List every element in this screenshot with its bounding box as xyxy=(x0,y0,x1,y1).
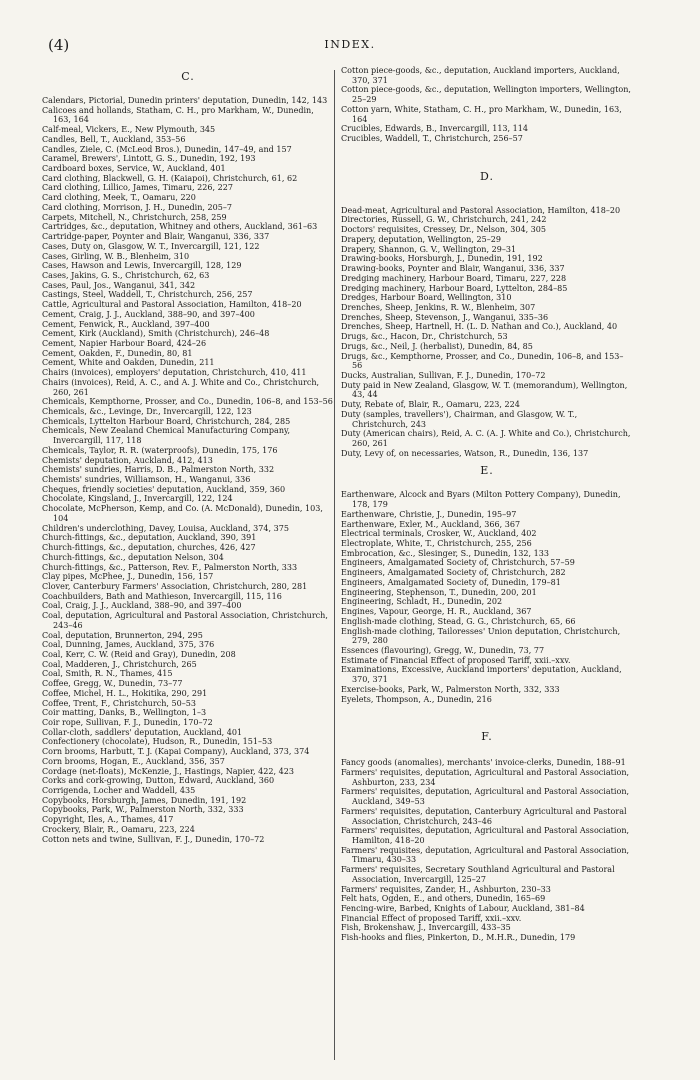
index-entry: Coachbuilders, Bath and Mathieson, Invercargill, 115, 116 xyxy=(42,591,282,601)
index-entry: Cardboard boxes, Service, W., Auckland, 401 xyxy=(42,164,226,174)
index-entry: Coal, Dunning, James, Auckland, 375, 376 xyxy=(42,640,215,650)
index-entry: Coal, Kerr, C. W. (Reid and Gray), Dunedin, 208 xyxy=(42,649,236,659)
index-entry: Cement, White and Oakden, Dunedin, 211 xyxy=(42,358,215,368)
index-entry: Farmers' requisites, Secretary Southland Agricultural and Pastoral Association, Invercargill, 125–27 xyxy=(341,865,615,884)
index-entry: Chemists' sundries, Williamson, H., Wanganui, 336 xyxy=(42,475,251,485)
index-entry: Dredges, Harbour Board, Wellington, 310 xyxy=(341,293,512,303)
index-entry: Duty, Levy of, on necessaries, Watson, R., Dunedin, 136, 137 xyxy=(341,448,589,458)
index-entry: Duty (American chairs), Reid, A. C. (A. J. White and Co.), Christchurch, 260, 261 xyxy=(341,429,631,448)
index-entry: Chairs (invoices), employers' deputation, Christchurch, 410, 411 xyxy=(42,368,307,378)
index-entry: Cotton yarn, White, Statham, C. H., pro Markham, W., Dunedin, 163, 164 xyxy=(341,104,622,124)
index-entry: Drugs, &c., Kempthorne, Prosser, and Co., Dunedin, 106–8, and 153–56 xyxy=(341,351,624,371)
index-entry: Chemicals, &c., Levinge, Dr., Invercargill, 122, 123 xyxy=(42,407,252,416)
index-entry: Felt hats, Ogden, E., and others, Dunedin, 165–69 xyxy=(341,894,546,904)
index-entry: Crucibles, Edwards, B., Invercargill, 113, 114 xyxy=(341,124,529,134)
index-entry: Earthenware, Christie, J., Dunedin, 195–97 xyxy=(341,509,517,519)
index-entry: Chairs (invoices), Reid, A. C., and A. J. White and Co., Christchurch, 260, 261 xyxy=(42,377,320,397)
index-entry: Crockery, Blair, R., Oamaru, 223, 224 xyxy=(42,824,195,834)
index-entry: Corks and cork-growing, Dutton, Edward, Auckland, 360 xyxy=(42,776,275,786)
index-entry: Cement, Craig, J. J., Auckland, 388–90, and 397–400 xyxy=(42,309,255,319)
index-entry: Church-fittings, &c., deputation, churches, 426, 427 xyxy=(42,543,256,553)
index-entry: Drenches, Sheep, Jenkins, R. W., Blenheim, 307 xyxy=(341,302,536,312)
index-entry: Fancy goods (anomalies), merchants' invoice-clerks, Dunedin, 188–91 xyxy=(341,758,626,768)
index-entry: Chemicals, Taylor, R. R. (waterproofs), Dunedin, 175, 176 xyxy=(42,445,278,455)
index-entry: Calendars, Pictorial, Dunedin printers' deputation, Dunedin, 142, 143 xyxy=(42,96,328,105)
index-entry: Drapery, Shannon, G. V., Wellington, 29–31 xyxy=(341,244,517,254)
index-entry: Eyelets, Thompson, A., Dunedin, 216 xyxy=(341,694,492,704)
index-entry: Chemicals, Lyttelton Harbour Board, Christchurch, 284, 285 xyxy=(42,416,291,426)
index-entry: Candles, Bell, T., Auckland, 353–56 xyxy=(42,134,186,144)
section-heading: D. xyxy=(480,169,494,183)
right-column xyxy=(341,66,633,943)
section-spacer xyxy=(42,84,334,96)
page-header xyxy=(48,36,652,56)
index-entry: Cement, Kirk (Auckland), Smith (Christchurch), 246–48 xyxy=(42,329,270,339)
index-entry: Dead-meat, Agricultural and Pastoral Association, Hamilton, 418–20 xyxy=(341,205,621,215)
index-entry: English-made clothing, Tailoresses' Union deputation, Christchurch, 279, 280 xyxy=(341,626,621,646)
index-entry: Duty, Rebate of, Blair, R., Oamaru, 223, 224 xyxy=(341,400,520,410)
index-entry: Farmers' requisites, deputation, Agricultural and Pastoral Association, Ashburton, 233, 234 xyxy=(341,767,630,787)
index-entry: Chocolate, McPherson, Kemp, and Co. (A. McDonald), Dunedin, 103, 104 xyxy=(42,504,323,523)
index-entry: Copybooks, Horsburgh, James, Dunedin, 191, 192 xyxy=(42,795,247,805)
index-entry: Chemists' sundries, Harris, D. B., Palmerston North, 332 xyxy=(42,465,275,475)
index-entry: Caramel, Brewers', Lintott, G. S., Dunedin, 192, 193 xyxy=(42,154,256,164)
index-entry: Engineering, Stephenson, T., Dunedin, 200, 201 xyxy=(341,587,537,597)
index-entry: Estimate of Financial Effect of proposed Tariff, xxii.–xxv. xyxy=(341,655,571,665)
column-divider xyxy=(334,70,335,1060)
index-entry: Cartridges, &c., deputation, Whitney and others, Auckland, 361–63 xyxy=(42,222,318,232)
index-entry: Cotton piece-goods, &c., deputation, Wellington importers, Wellington, 25–29 xyxy=(341,85,631,105)
index-entry: Clay pipes, McPhee, J., Dunedin, 156, 157 xyxy=(42,572,214,582)
section-spacer xyxy=(341,704,633,730)
index-entry: Corrigenda, Locher and Waddell, 435 xyxy=(42,786,196,796)
index-entry: Directories, Russell, G. W., Christchurch, 241, 242 xyxy=(341,215,547,225)
index-entry: Drawing-books, Poynter and Blair, Wanganui, 336, 337 xyxy=(341,264,565,274)
index-entry: Coal, Madderen, J., Christchurch, 265 xyxy=(42,659,197,669)
index-entry: Church-fittings, &c., Patterson, Rev. F., Palmerston North, 333 xyxy=(42,562,298,572)
index-entry: Candles, Ziele, C. (McLeod Bros.), Dunedin, 147–49, and 157 xyxy=(42,144,292,154)
section-spacer xyxy=(341,744,633,758)
index-entry: Dredging machinery, Harbour Board, Timaru, 227, 228 xyxy=(341,273,567,283)
index-entry: Examinations, Excessive, Auckland importers' deputation, Auckland, 370, 371 xyxy=(341,665,622,685)
index-entry: Drugs, &c., Neil, J. (herbalist), Dunedin, 84, 85 xyxy=(341,341,533,351)
index-entry: Card clothing, Morrison, J. H., Dunedin, 205–7 xyxy=(42,202,233,212)
index-entry: Cases, Paul, Jos., Wanganui, 341, 342 xyxy=(42,280,196,290)
index-entry: Clover, Canterbury Farmers' Association, Christchurch, 280, 281 xyxy=(42,581,308,591)
index-entry: Doctors' requisites, Cressey, Dr., Nelson, 304, 305 xyxy=(341,225,547,235)
index-entry: Farmers' requisites, Zander, H., Ashburton, 230–33 xyxy=(341,884,551,894)
index-entry: Carpets, Mitchell, N., Christchurch, 258, 259 xyxy=(42,212,227,222)
section-spacer xyxy=(341,184,633,206)
index-entry: Cattle, Agricultural and Pastoral Association, Hamilton, 418–20 xyxy=(42,300,302,310)
section-spacer xyxy=(341,144,633,170)
index-entry: Engineers, Amalgamated Society of, Dunedin, 179–81 xyxy=(341,577,561,587)
index-entry: Cement, Napier Harbour Board, 424–26 xyxy=(42,338,207,348)
index-entry: Fish, Brokenshaw, J., Invercargill, 433–35 xyxy=(341,923,511,933)
index-entry: Dredging machinery, Harbour Board, Lyttelton, 284–85 xyxy=(341,283,568,293)
section-heading: C. xyxy=(181,70,195,83)
index-entry: Collar-cloth, saddlers' deputation, Auckland, 401 xyxy=(42,727,243,737)
section-spacer xyxy=(341,478,633,490)
index-entry: English-made clothing, Stead, G. G., Christchurch, 65, 66 xyxy=(341,616,576,626)
index-entry: Card clothing, Blackwell, G. H. (Kaiapoi), Christchurch, 61, 62 xyxy=(42,173,298,183)
index-entry: Coal, Smith, R. N., Thames, 415 xyxy=(42,669,173,679)
index-entry: Drawing-books, Horsburgh, J., Dunedin, 191, 192 xyxy=(341,254,543,264)
index-entry: Chemists' deputation, Auckland, 412, 413 xyxy=(42,455,213,465)
index-entry: Cheques, friendly societies' deputation, Auckland, 359, 360 xyxy=(42,484,286,494)
index-entry: Farmers' requisites, deputation, Agricultural and Pastoral Association, Hamilton, 418–20 xyxy=(341,826,630,845)
index-entry: Duty (samples, travellers'), Chairman, and Glasgow, W. T., Christchurch, 243 xyxy=(341,409,578,429)
index-entry: Engineers, Amalgamated Society of, Christchurch, 57–59 xyxy=(341,558,575,568)
index-entry: Coir rope, Sullivan, F. J., Dunedin, 170–72 xyxy=(42,718,213,727)
page-number: (4) xyxy=(48,36,70,54)
index-entry: Drapery, deputation, Wellington, 25–29 xyxy=(341,234,501,244)
index-entry: Ducks, Australian, Sullivan, F. J., Dunedin, 170–72 xyxy=(341,370,546,380)
index-entry: Cases, Hawson and Lewis, Invercargill, 128, 129 xyxy=(42,261,242,271)
index-entry: Cases, Jakins, G. S., Christchurch, 62, 63 xyxy=(42,270,210,280)
index-entry: Cases, Girling, W. B., Blenheim, 310 xyxy=(42,251,190,261)
index-entry: Engineers, Amalgamated Society of, Christchurch, 282 xyxy=(341,568,566,578)
index-entry: Farmers' requisites, deputation, Agricultural and Pastoral Association, Timaru, 430–33 xyxy=(341,845,630,865)
index-entry: Fish-hooks and flies, Pinkerton, D., M.H.R., Dunedin, 179 xyxy=(341,933,576,943)
index-entry: Cement, Oakden, F., Dunedin, 80, 81 xyxy=(42,348,193,358)
index-entry: Cotton piece-goods, &c., deputation, Auckland importers, Auckland, 370, 371 xyxy=(341,66,620,85)
index-entry: Children's underclothing, Davey, Louisa, Auckland, 374, 375 xyxy=(42,523,289,533)
index-entry: Drugs, &c., Hacon, Dr., Christchurch, 53 xyxy=(341,332,508,342)
index-entry: Fencing-wire, Barbed, Knights of Labour, Auckland, 381–84 xyxy=(341,904,585,914)
index-entry: Cases, Duty on, Glasgow, W. T., Invercargill, 121, 122 xyxy=(42,241,260,251)
index-entry: Crucibles, Waddell, T., Christchurch, 256–57 xyxy=(341,134,523,144)
index-entry: Cartridge-paper, Poynter and Blair, Wanganui, 336, 337 xyxy=(42,232,270,242)
page-title: INDEX. xyxy=(324,38,376,51)
index-entry: Coal, deputation, Brunnerton, 294, 295 xyxy=(42,630,203,640)
index-entry: Duty paid in New Zealand, Glasgow, W. T. (memorandum), Wellington, 43, 44 xyxy=(341,380,628,400)
index-entry: Farmers' requisites, deputation, Agricultural and Pastoral Association, Auckland, 349–53 xyxy=(341,787,630,807)
left-column xyxy=(42,66,334,844)
index-entry: Coir matting, Danks, B., Wellington, 1–3 xyxy=(42,708,207,718)
index-entry: Corn brooms, Harbutt, T. J. (Kapai Company), Auckland, 373, 374 xyxy=(42,747,310,757)
index-entry: Church-fittings, &c., deputation, Auckland, 390, 391 xyxy=(42,533,257,543)
index-entry: Drenches, Sheep, Stevenson, J., Wanganui, 335–36 xyxy=(341,312,549,322)
index-entry: Coal, deputation, Agricultural and Pastoral Association, Christchurch, 243–46 xyxy=(42,611,328,630)
index-entry: Cement, Fenwick, R., Auckland, 397–400 xyxy=(42,319,210,329)
index-entry: Electroplate, White, T., Christchurch, 255, 256 xyxy=(341,539,532,549)
index-entry: Essences (flavouring), Gregg, W., Dunedin, 73, 77 xyxy=(341,645,545,655)
index-entry: Copyright, Iles, A., Thames, 417 xyxy=(42,815,174,825)
index-entry: Financial Effect of proposed Tariff, xxii.–xxv. xyxy=(341,913,522,923)
index-entry: Calf-meal, Vickers, E., New Plymouth, 345 xyxy=(42,125,216,135)
index-entry: Engines, Vapour, George, H. R., Auckland, 367 xyxy=(341,607,532,617)
index-entry: Coal, Craig, J. J., Auckland, 388–90, and 397–400 xyxy=(42,601,242,611)
index-entry: Exercise-books, Park, W., Palmerston North, 332, 333 xyxy=(341,684,560,694)
index-entry: Corn brooms, Hogan, E., Auckland, 356, 357 xyxy=(42,756,225,766)
index-entry: Electrical terminals, Crosker, W., Auckland, 402 xyxy=(341,529,537,539)
index-entry: Castings, Steel, Waddell, T., Christchurch, 256, 257 xyxy=(42,290,253,300)
index-entry: Calicoes and hollands, Statham, C. H., pro Markham, W., Dunedin, 163, 164 xyxy=(42,105,314,125)
index-entry: Embrocation, &c., Slesinger, S., Dunedin, 132, 133 xyxy=(341,548,550,558)
index-entry: Chemicals, Kempthorne, Prosser, and Co., Dunedin, 106–8, and 153–56 xyxy=(42,397,333,407)
section-heading: E. xyxy=(480,464,494,478)
index-entry: Earthenware, Exler, M., Auckland, 366, 367 xyxy=(341,519,521,529)
section-heading: F. xyxy=(481,730,493,744)
index-entry: Church-fittings, &c., deputation Nelson, 304 xyxy=(42,552,224,562)
index-entry: Chocolate, Kingsland, J., Invercargill, 122, 124 xyxy=(42,494,233,504)
index-entry: Earthenware, Alcock and Byars (Milton Pottery Company), Dunedin, 178, 179 xyxy=(341,490,621,510)
index-entry: Card clothing, Lillico, James, Timaru, 226, 227 xyxy=(42,183,233,193)
index-entry: Confectionery (chocolate), Hudson, R., Dunedin, 151–53 xyxy=(42,737,273,747)
index-entry: Engineering, Schladt, H., Dunedin, 202 xyxy=(341,597,503,607)
index-entry: Farmers' requisites, deputation, Canterbury Agricultural and Pastoral Association, Christchurch, 243–46 xyxy=(341,806,627,826)
index-entry: Copybooks, Park, W., Palmerston North, 332, 333 xyxy=(42,805,244,815)
index-entry: Card clothing, Meek, T., Oamaru, 220 xyxy=(42,193,196,203)
index-entry: Coffee, Michel, H. L., Hokitika, 290, 291 xyxy=(42,688,208,698)
index-entry: Cotton nets and twine, Sullivan, F. J., Dunedin, 170–72 xyxy=(42,834,265,844)
index-entry: Cordage (net-floats), McKenzie, J., Hastings, Napier, 422, 423 xyxy=(42,766,294,776)
index-entry: Chemicals, New Zealand Chemical Manufacturing Company, Invercargill, 117, 118 xyxy=(42,426,291,446)
index-entry: Drenches, Sheep, Hartnell, H. (L. D. Nathan and Co.), Auckland, 40 xyxy=(341,322,618,332)
index-entry: Coffee, Trent, F., Christchurch, 50–53 xyxy=(42,698,197,708)
index-entry: Coffee, Gregg, W., Dunedin, 73–77 xyxy=(42,679,183,689)
